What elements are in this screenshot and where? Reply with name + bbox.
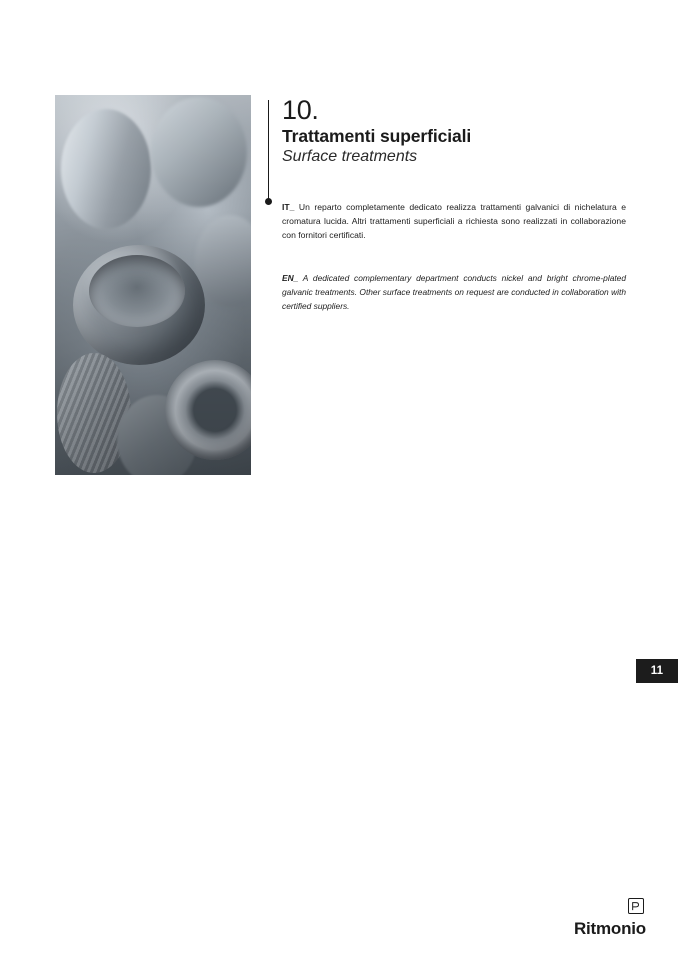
paragraph-italian-text: Un reparto completamente dedicato realizza trattamenti galvanici di nichelatura e cromatura lucida. Altri trattamenti superficiali a richiesta sono realizzati in collaborazione con fornitori certificati. <box>282 202 626 241</box>
page-number-tab <box>636 659 678 683</box>
language-tag-en: EN_ <box>282 273 299 283</box>
paragraph-italian <box>282 200 626 243</box>
brand-name: Ritmonio <box>573 919 646 938</box>
chapter-title-italian: Trattamenti superficiali <box>282 126 472 147</box>
paragraph-english <box>282 271 626 314</box>
photo-vignette <box>55 95 251 475</box>
language-tag-it: IT_ <box>282 202 295 212</box>
chapter-number: 10. <box>282 95 319 125</box>
page-number: 11 <box>650 665 664 677</box>
paragraph-english-text: A dedicated complementary department conducts nickel and bright chrome-plated galvanic treatments. Other surface treatments on request are conducted in collaboration with certified suppliers. <box>282 273 626 312</box>
brand-logo <box>574 896 646 937</box>
paragraph-bullet-dot <box>265 198 272 205</box>
chapter-title-english: Surface treatments <box>282 148 418 166</box>
chapter-photo <box>55 95 251 475</box>
ritmonio-mark-icon <box>626 896 646 916</box>
chapter-text-column <box>268 95 626 312</box>
